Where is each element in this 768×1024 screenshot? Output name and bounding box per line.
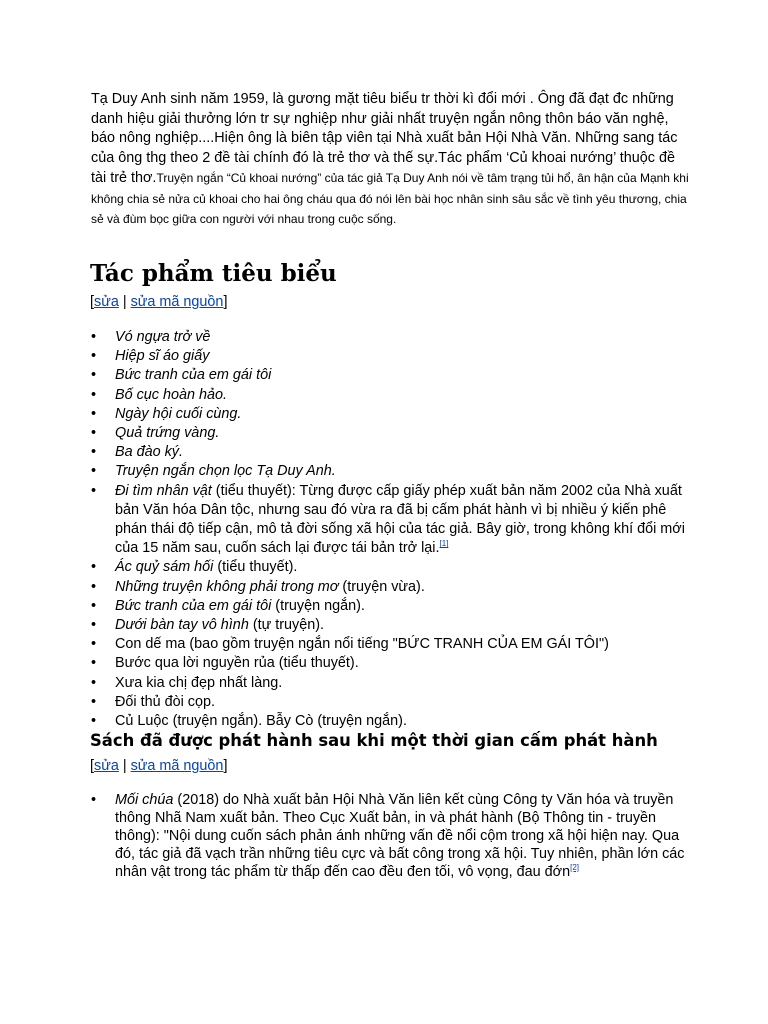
list-item bbox=[90, 405, 690, 424]
work-description: (tiểu thuyết). bbox=[213, 559, 298, 576]
intro-summary-text: Truyện ngắn “Củ khoai nướng” của tác giả Tạ Duy Anh nói về tâm trạng tủi hổ, ân hận của Mạnh khi không chia sẻ nửa củ khoai cho hai ông cháu qua đó nói lên bài học nhân sinh sâu sắc về tình yêu thương, chia sẻ và đùm bọc giữa con người với nhau trong cuộc sống. bbox=[91, 171, 689, 226]
list-item bbox=[90, 597, 690, 616]
list-item bbox=[90, 424, 690, 443]
list-item bbox=[90, 635, 690, 654]
section-edit-links bbox=[90, 757, 227, 775]
list-item bbox=[90, 693, 690, 712]
edit-link[interactable]: sửa bbox=[94, 294, 119, 310]
list-item bbox=[90, 443, 690, 462]
list-item bbox=[90, 558, 690, 577]
work-title: Bố cục hoàn hảo. bbox=[115, 386, 228, 403]
section-heading-works: Tác phẩm tiêu biểu bbox=[90, 260, 337, 287]
work-description: Xưa kia chị đẹp nhất làng. bbox=[115, 674, 283, 691]
list-item bbox=[90, 791, 690, 881]
work-description: Củ Luộc (truyện ngắn). Bẫy Cò (truyện ngắn). bbox=[115, 713, 407, 730]
list-item bbox=[90, 482, 690, 559]
work-title: Quả trứng vàng. bbox=[115, 425, 220, 442]
work-title: Đi tìm nhân vật bbox=[115, 482, 212, 499]
reference-link[interactable]: [2] bbox=[570, 863, 580, 873]
work-description: (truyện ngắn). bbox=[271, 597, 365, 614]
list-item bbox=[90, 366, 690, 385]
edit-source-link[interactable]: sửa mã nguồn bbox=[130, 758, 224, 774]
work-title: Bức tranh của em gái tôi bbox=[115, 367, 272, 384]
list-item bbox=[90, 462, 690, 481]
section-heading-published: Sách đã được phát hành sau khi một thời gian cấm phát hành bbox=[90, 731, 658, 750]
work-description: (tự truyện). bbox=[248, 617, 325, 634]
edit-bracket-open: [ bbox=[90, 758, 94, 774]
work-title: Dưới bàn tay vô hình bbox=[115, 617, 249, 634]
list-item bbox=[90, 386, 690, 405]
edit-bracket-close: ] bbox=[223, 294, 228, 310]
list-item bbox=[90, 347, 690, 366]
work-title: Truyện ngắn chọn lọc Tạ Duy Anh. bbox=[115, 463, 336, 480]
work-title: Ác quỷ sám hối bbox=[115, 559, 214, 576]
list-item bbox=[90, 578, 690, 597]
work-description: (2018) do Nhà xuất bản Hội Nhà Văn liên kết cùng Công ty Văn hóa và truyền thông Nhã Nam xuất bản. Theo Cục Xuất bản, in và phát hành (Bộ Thông tin - truyền thông): "Nội dung cuốn sách phản ánh những vấn đề nổi cộm trong xã hội hiện nay. Qua đó, tác giả đã vạch trần những tiêu cực và bất công trong xã hội. Tuy nhiên, phần lớn các nhân vật trong tác phẩm từ thấp đến cao đều đen tối, vô vọng, đau đớn bbox=[115, 792, 685, 880]
intro-paragraph bbox=[91, 90, 691, 230]
work-description: Đối thủ đòi cọp. bbox=[115, 693, 215, 710]
work-title: Mối chúa bbox=[115, 792, 174, 808]
intro-text: Tạ Duy Anh sinh năm 1959, là gương mặt tiêu biểu tr thời kì đổi mới . Ông đã đạt đc những danh hiệu giải thưởng lớn tr sự nghiệp như giải nhất truyện ngắn nông thôn báo văn nghệ, báo nông nghiệp....Hiện ông là biên tập viên tại Nhà xuất bản Hội Nhà Văn. Những sang tác của ông thg theo 2 đề tài chính đó là trẻ thơ và thế sự.Tác phẩm ‘Củ khoai nướng’ thuộc đề tài trẻ thơ. bbox=[91, 91, 678, 186]
work-description: Bước qua lời nguyền rủa (tiểu thuyết). bbox=[115, 655, 359, 672]
edit-separator: | bbox=[118, 758, 131, 774]
list-item bbox=[90, 328, 690, 347]
work-description: (truyện vừa). bbox=[338, 578, 425, 595]
work-title: Ba đào ký. bbox=[115, 444, 183, 461]
work-title: Ngày hội cuối cùng. bbox=[115, 405, 242, 422]
reference-link[interactable]: [1] bbox=[439, 539, 449, 549]
work-title: Bức tranh của em gái tôi bbox=[115, 597, 272, 614]
edit-link[interactable]: sửa bbox=[94, 758, 119, 774]
work-title: Những truyện không phải trong mơ bbox=[115, 578, 339, 595]
edit-bracket-close: ] bbox=[223, 758, 228, 774]
work-title: Vó ngựa trở về bbox=[115, 329, 211, 345]
edit-bracket-open: [ bbox=[90, 294, 94, 310]
work-title: Hiệp sĩ áo giấy bbox=[115, 348, 210, 365]
section-edit-links bbox=[90, 293, 227, 311]
edit-separator: | bbox=[118, 294, 131, 310]
list-item bbox=[90, 654, 690, 673]
works-list bbox=[90, 328, 690, 731]
work-description: (tiểu thuyết): Từng được cấp giấy phép xuất bản năm 2002 của Nhà xuất bản Văn hóa Dân tộc, nhưng sau đó vừa ra đã bị cấm phát hành vì bị nhiều ý kiến phê phán thái độ tiếp cận, mô tả đời sống xã hội của tác giả. Bây giờ, trong không khí đổi mới của 15 năm sau, cuốn sách lại được tái bản trở lại. bbox=[115, 482, 685, 557]
published-list bbox=[90, 791, 690, 881]
list-item bbox=[90, 674, 690, 693]
edit-source-link[interactable]: sửa mã nguồn bbox=[130, 294, 224, 310]
list-item bbox=[90, 616, 690, 635]
work-description: Con dế ma (bao gồm truyện ngắn nổi tiếng "BỨC TRANH CỦA EM GÁI TÔI") bbox=[115, 636, 609, 653]
